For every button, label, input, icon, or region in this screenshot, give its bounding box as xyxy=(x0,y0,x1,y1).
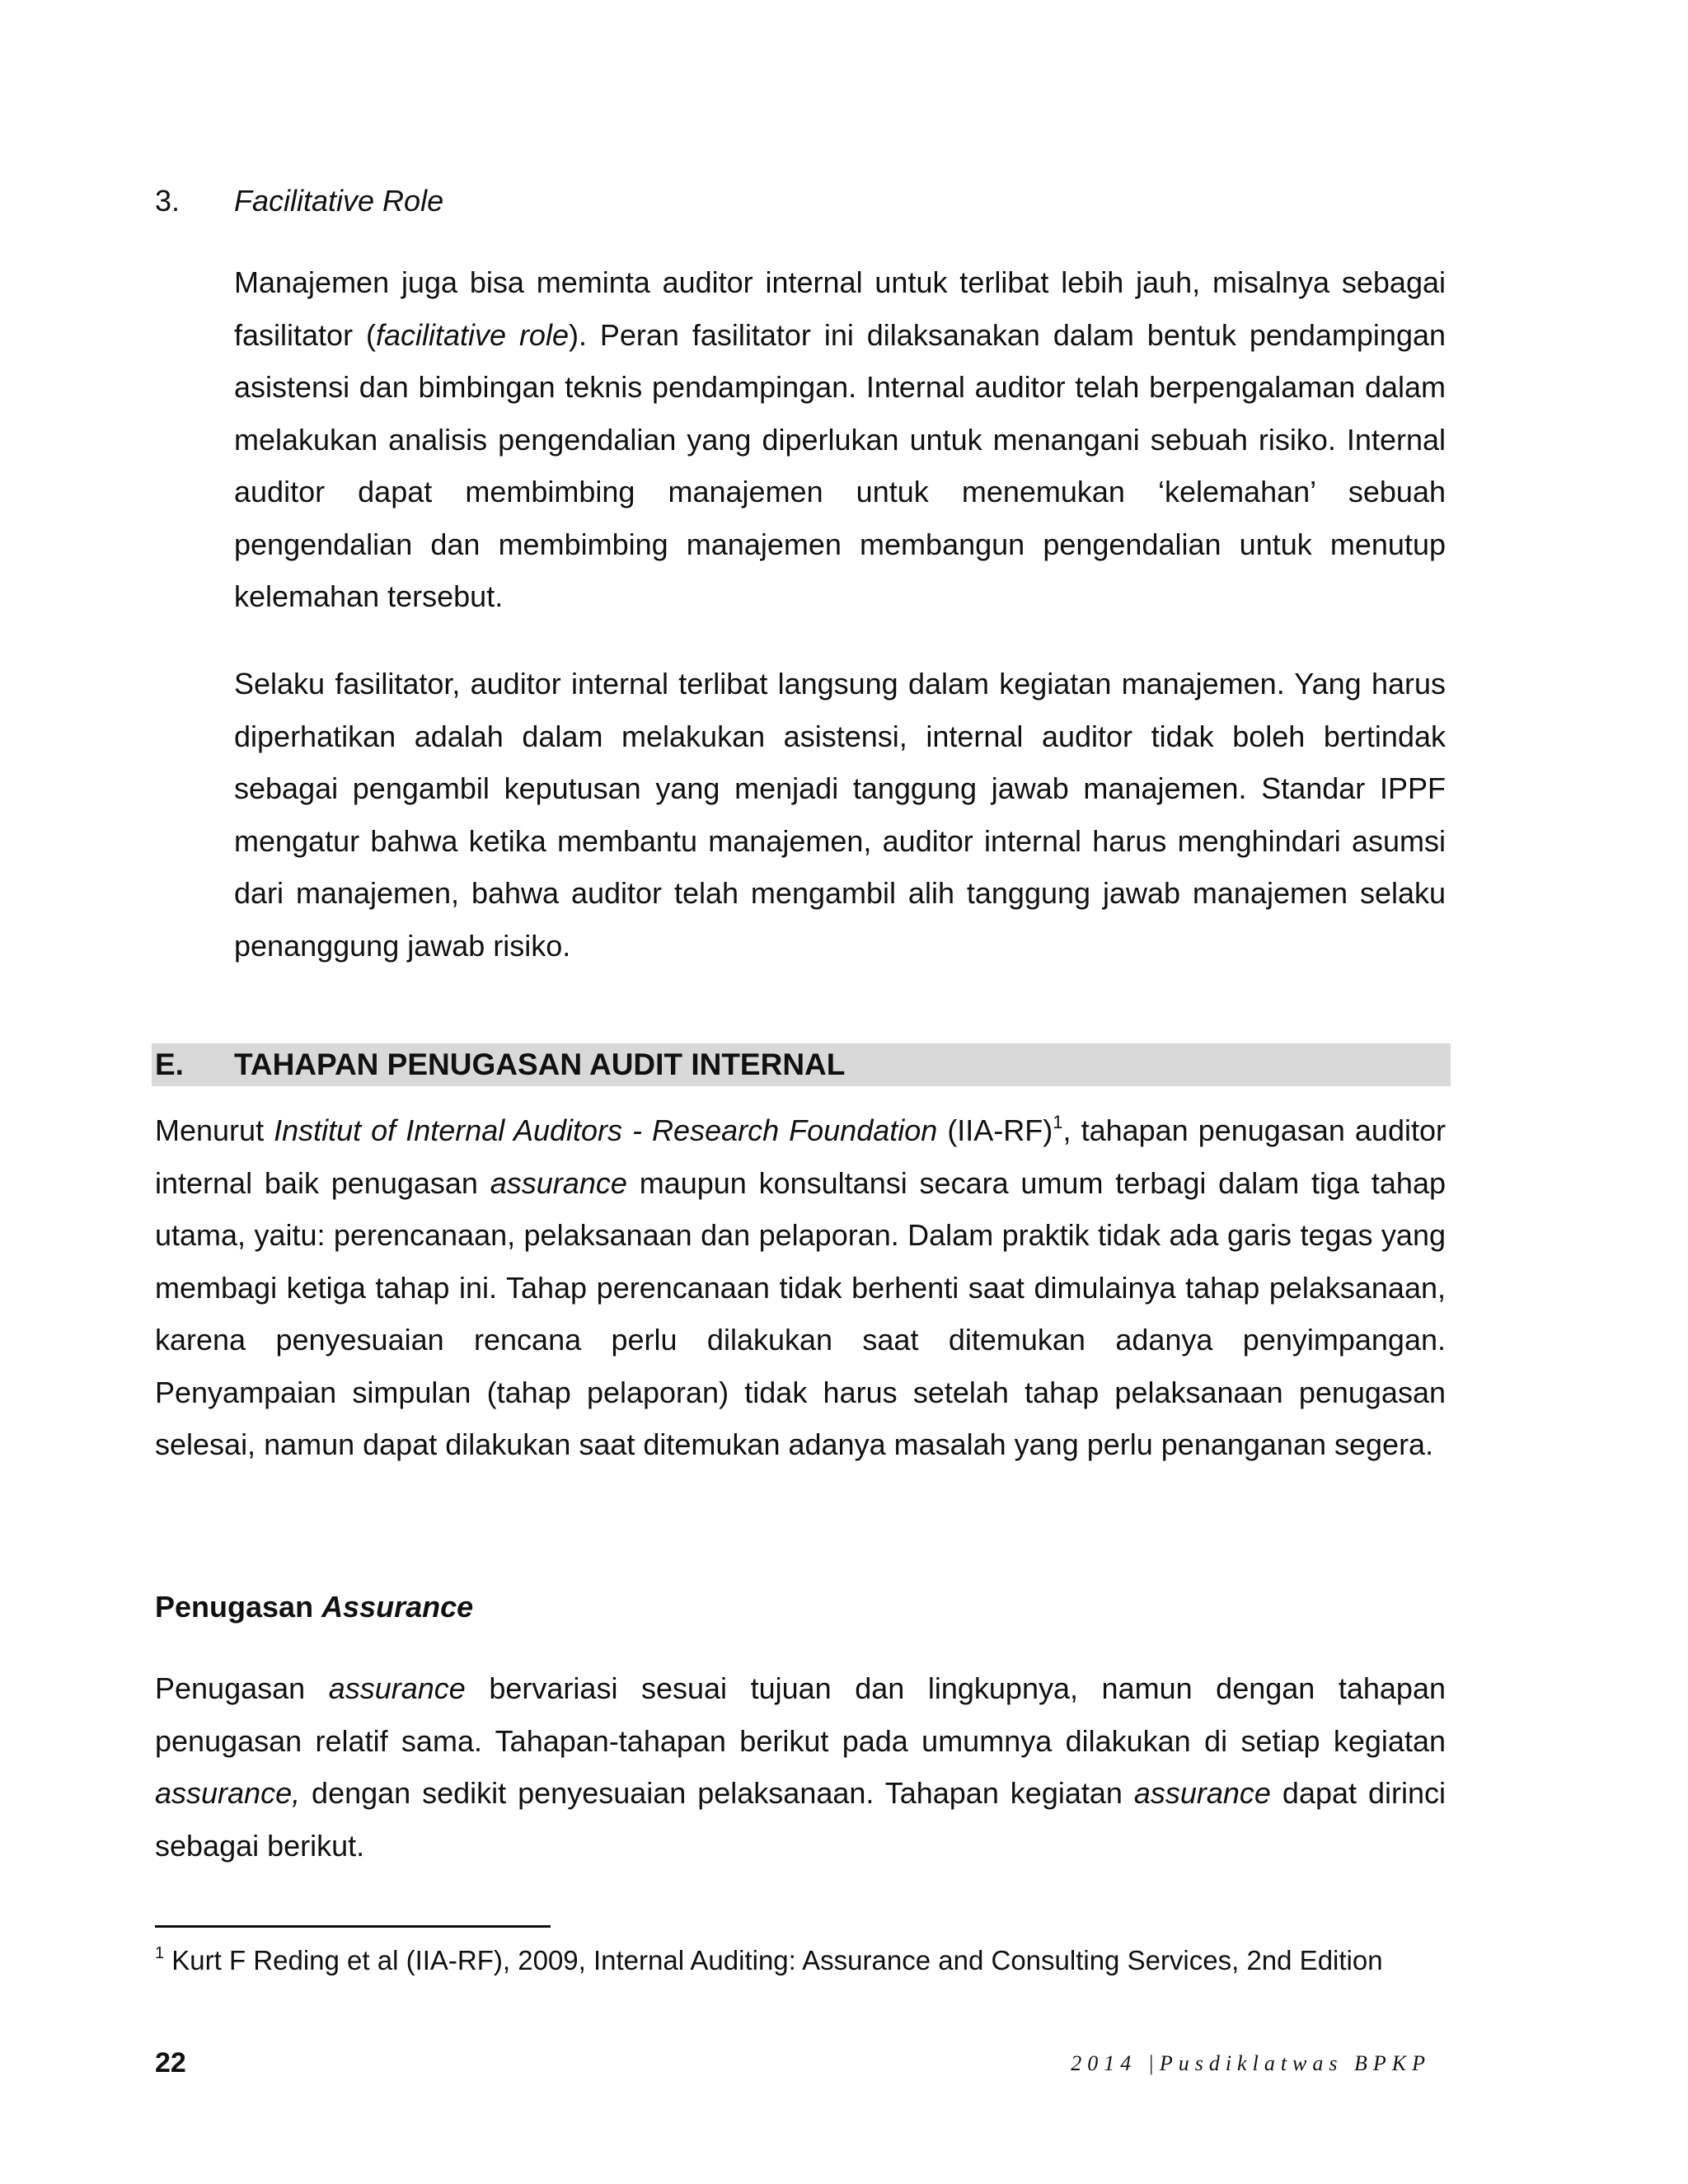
footnote-marker: 1 xyxy=(155,1944,165,1962)
footer-publisher: 2014 |Pusdiklatwas BPKP xyxy=(1071,2051,1431,2075)
list-item-heading xyxy=(155,178,443,224)
section-heading xyxy=(155,1042,845,1088)
paragraph-tahapan: Menurut Institut of Internal Auditors - Research Foundation $(IIA-RF)^1$, tahapan penugasan auditor internal baik penugasan assurance maupun konsultansi secara umum terbagi dalam tiga tahap utama, yaitu: perencanaan, pelaksanaan dan pelaporan. Dalam praktik tidak ada garis tegas yang membagi ketiga tahap ini. Tahap perencanaan tidak berhenti saat dimulainya tahap pelaksanaan, karena penyesuaian rencana perlu dilakukan saat ditemukan adanya penyimpangan. Penyampaian simpulan (tahap pelaporan) tidak harus setelah tahap pelaksanaan penugasan selesai, namun dapat dilakukan saat ditemukan adanya masalah yang perlu penanganan segera. xyxy=(155,1112,1446,1461)
list-item-title: Facilitative Role xyxy=(234,184,444,218)
paragraph-facilitative-role: Manajemen juga bisa meminta auditor internal untuk terlibat lebih jauh, misalnya sebagai fasilitator (facilitative role). Peran fasilitator ini dilaksanakan dalam bentuk pendampingan asistensi dan bimbingan teknis pendampingan. Internal auditor telah berpengalaman dalam melakukan analisis pengendalian yang diperlukan untuk menangani sebuah risiko. Internal auditor dapat membimbing manajemen untuk menemukan ‘kelemahan’ sebuah pengendalian dan membimbing manajemen membangun pengendalian untuk menutup kelemahan tersebut. xyxy=(234,265,1447,613)
footnote-reference: 1 xyxy=(1053,1112,1063,1132)
list-item-number: 3. xyxy=(155,184,181,218)
subheading-penugasan-assurance: Penugasan Assurance xyxy=(155,1590,474,1624)
paragraph-fasilitator: Selaku fasilitator, auditor internal terlibat langsung dalam kegiatan manajemen. Yang harus diperhatikan adalah dalam melakukan asistensi, internal auditor tidak boleh bertindak sebagai pengambil keputusan yang menjadi tanggung jawab manajemen. Standar IPPF mengatur bahwa ketika membantu manajemen, auditor internal harus menghindari asumsi dari manajemen, bahwa auditor telah mengambil alih tanggung jawab manajemen selaku penanggung jawab risiko. xyxy=(234,667,1446,963)
footnote-text: Kurt F Reding et al (IIA-RF), 2009, Internal Auditing: Assurance and Consulting Services, 2nd Edition xyxy=(164,1945,1383,1975)
paragraph-penugasan-assurance: Penugasan assurance bervariasi sesuai tujuan dan lingkupnya, namun dengan tahapan penugasan relatif sama. Tahapan-tahapan berikut pada umumnya dilakukan di setiap kegiatan assurance, dengan sedikit penyesuaian pelaksanaan. Tahapan kegiatan assurance dapat dirinci sebagai berikut. xyxy=(155,1671,1446,1863)
page-number: 22 xyxy=(155,2047,186,2079)
footnote-divider xyxy=(155,1925,551,1928)
footnote xyxy=(155,1940,1474,1981)
section-letter: E. xyxy=(155,1047,184,1081)
section-title: TAHAPAN PENUGASAN AUDIT INTERNAL xyxy=(234,1047,846,1081)
